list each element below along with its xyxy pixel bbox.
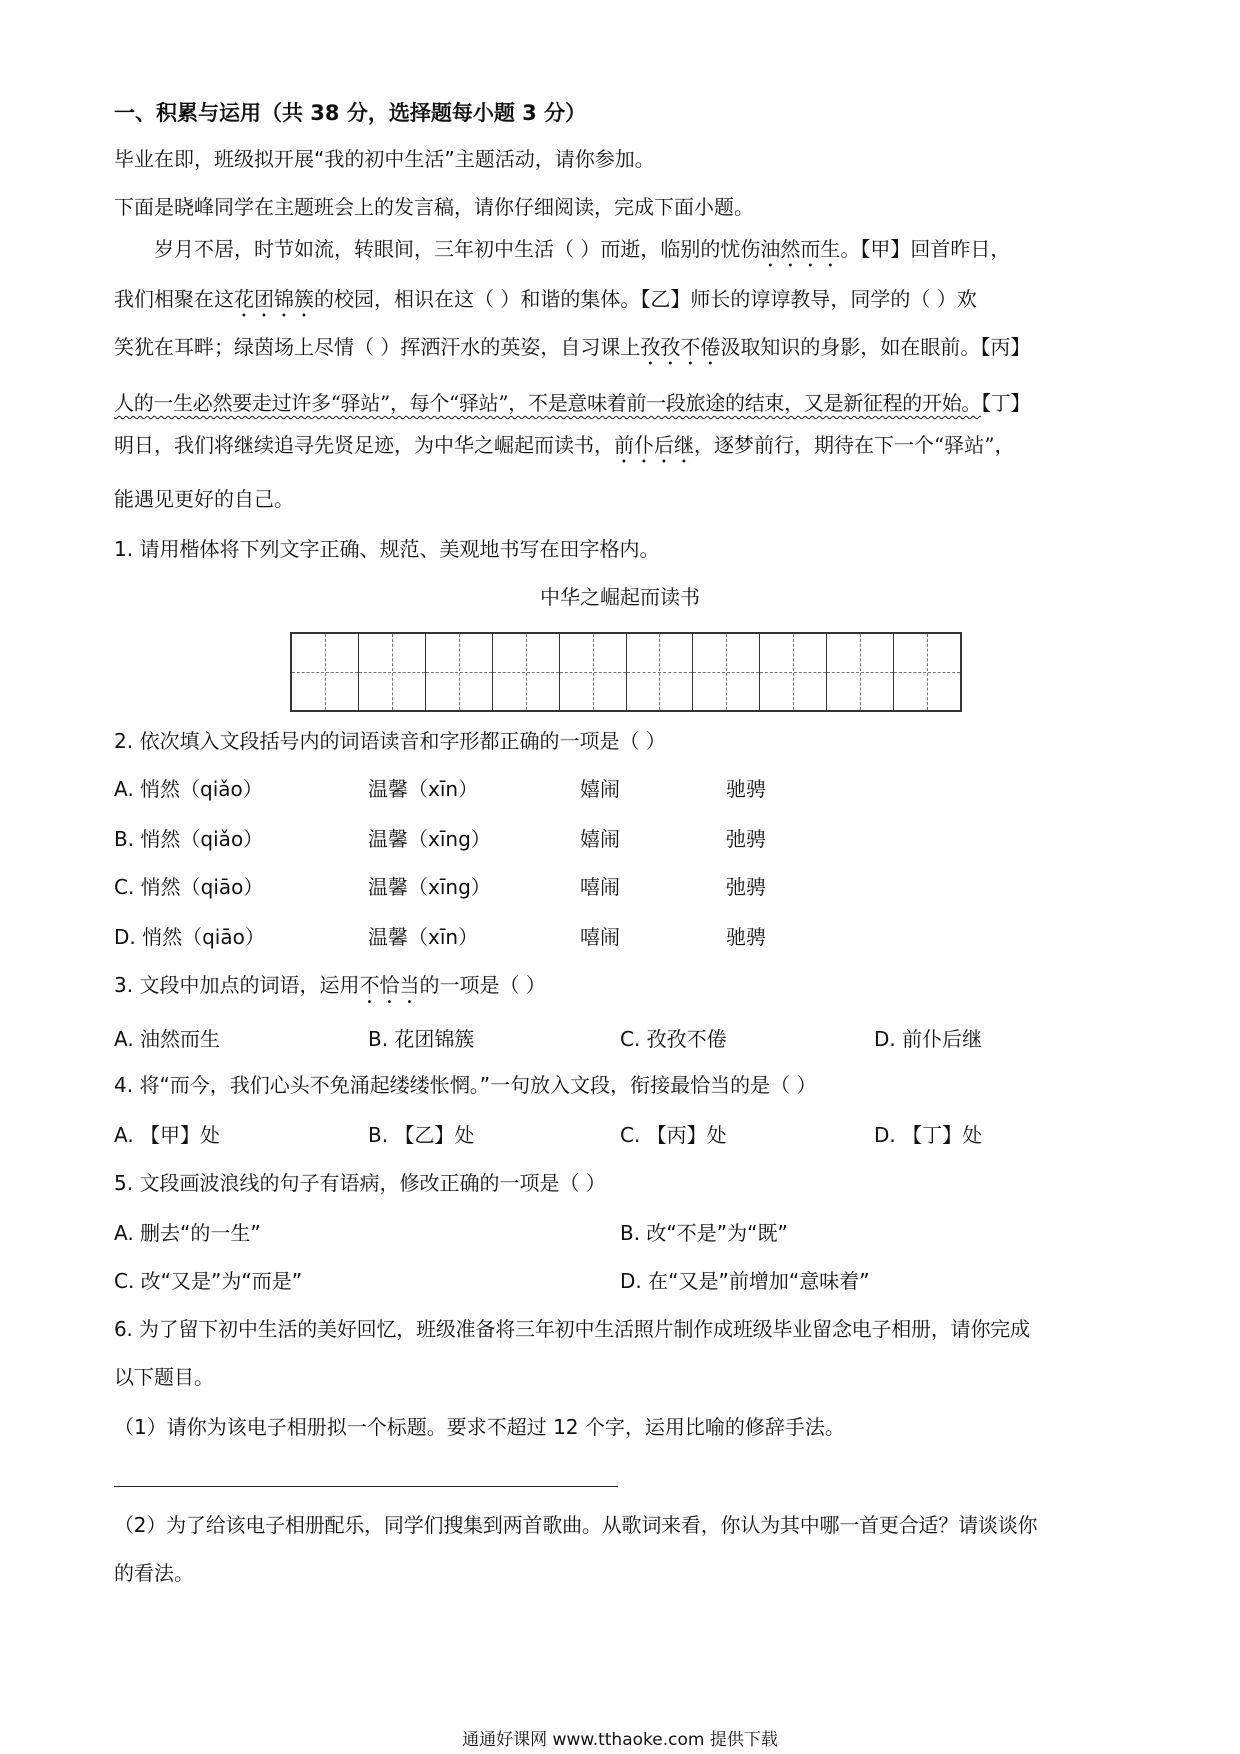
grid-cell[interactable] [292,634,358,710]
q5-stem: 5. 文段画波浪线的句子有语病，修改正确的一项是（ ） [114,1171,606,1195]
grid-cell[interactable] [893,634,960,710]
grid-cell[interactable] [559,634,626,710]
footer-credit: 通通好课网 www.tthaoke.com 提供下载 [462,1730,778,1750]
grid-cell[interactable] [826,634,893,710]
dotted-word: 花团锦簇 [234,287,314,311]
q5-option-c[interactable]: C. 改“又是”为“而是” [114,1269,303,1293]
passage-line-6: 能遇见更好的自己。 [114,487,294,511]
q6-sub-2-line-2: 的看法。 [114,1561,194,1585]
passage-line-1: 岁月不居，时节如流，转眼间，三年初中生活（ ）而逝，临别的忧伤油然而生。【甲】回首昨日， [154,237,1011,261]
q6-sub-1: （1）请你为该电子相册拟一个标题。要求不超过 12 个字，运用比喻的修辞手法。 [114,1415,845,1439]
dotted-word: 不恰当 [359,973,420,997]
q4-stem: 4. 将“而今，我们心头不免涌起缕缕怅惘。”一句放入文段，衔接最恰当的是（ ） [114,1073,817,1097]
q4-option-b[interactable]: B. 【乙】处 [368,1123,475,1147]
answer-line[interactable] [114,1486,618,1487]
tianzige-grid[interactable] [290,632,962,712]
section-title: 一、积累与运用（共 38 分，选择题每小题 3 分） [114,101,587,125]
q5-option-a[interactable]: A. 删去“的一生” [114,1221,261,1245]
dotted-word: 前仆后继 [614,433,694,457]
q3-option-d[interactable]: D. 前仆后继 [874,1027,983,1051]
q6-stem-line-2: 以下题目。 [114,1365,214,1389]
dotted-word: 油然而生 [760,237,841,261]
q2-stem: 2. 依次填入文段括号内的词语读音和字形都正确的一项是（ ） [114,729,666,753]
intro-line-1: 毕业在即，班级拟开展“我的初中生活”主题活动，请你参加。 [114,147,655,171]
passage-line-5: 明日，我们将继续追寻先贤足迹，为中华之崛起而读书，前仆后继，逐梦前行，期待在下一个“驿站”， [114,433,1015,457]
q6-sub-2-line-1: （2）为了给该电子相册配乐，同学们搜集到两首歌曲。从歌词来看，你认为其中哪一首更合适？请谈谈你 [114,1513,1038,1537]
q5-option-b[interactable]: B. 改“不是”为“既” [620,1221,788,1245]
passage-line-2: 我们相聚在这花团锦簇的校园，相识在这（ ）和谐的集体。【乙】师长的谆谆教导，同学的（ ）欢 [114,287,977,311]
grid-cell[interactable] [358,634,425,710]
q6-stem-line-1: 6. 为了留下初中生活的美好回忆，班级准备将三年初中生活照片制作成班级毕业留念电子相册，请你完成 [114,1317,1030,1341]
grid-cell[interactable] [759,634,826,710]
q3-option-c[interactable]: C. 孜孜不倦 [620,1027,727,1051]
q4-option-d[interactable]: D. 【丁】处 [874,1123,983,1147]
wavy-sentence: 人的一生必然要走过许多“驿站”，每个“驿站”，不是意味着前一段旅途的结束，又是新征程的开始。 [114,391,982,415]
dotted-word: 孜孜不倦 [640,335,721,359]
intro-line-2: 下面是晓峰同学在主题班会上的发言稿，请你仔细阅读，完成下面小题。 [114,195,754,219]
q4-option-c[interactable]: C. 【丙】处 [620,1123,727,1147]
grid-cell[interactable] [492,634,559,710]
q3-option-b[interactable]: B. 花团锦簇 [368,1027,475,1051]
grid-cell[interactable] [626,634,693,710]
q3-option-a[interactable]: A. 油然而生 [114,1027,221,1051]
q5-option-d[interactable]: D. 在“又是”前增加“意味着” [620,1269,870,1293]
q1-stem: 1. 请用楷体将下列文字正确、规范、美观地书写在田字格内。 [114,537,660,561]
passage-line-4: 人的一生必然要走过许多“驿站”，每个“驿站”，不是意味着前一段旅途的结束，又是新征程的开始。【丁】 [114,391,1031,415]
q1-text: 中华之崛起而读书 [540,585,700,609]
grid-cell[interactable] [692,634,759,710]
q3-stem: 3. 文段中加点的词语，运用不恰当的一项是（ ） [114,973,546,997]
passage-line-3: 笑犹在耳畔；绿茵场上尽情（ ）挥洒汗水的英姿，自习课上孜孜不倦汲取知识的身影，如在眼前。【丙】 [114,335,1031,359]
grid-cell[interactable] [425,634,492,710]
q4-option-a[interactable]: A. 【甲】处 [114,1123,221,1147]
